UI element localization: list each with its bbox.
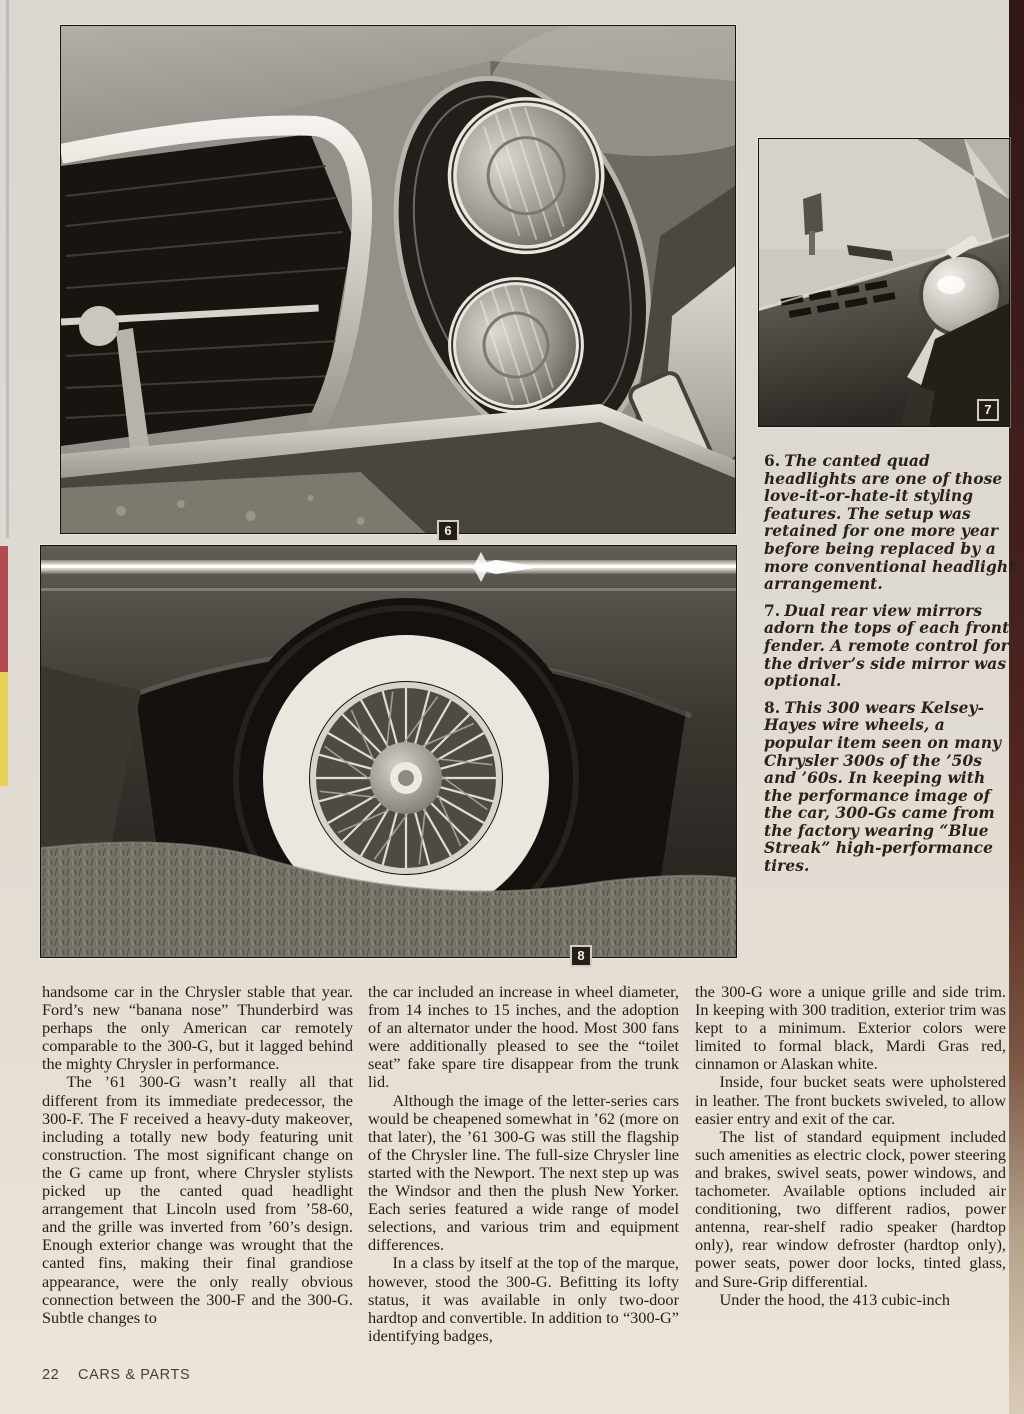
paragraph: Although the image of the letter-series cars would be cheapened somewhat in ’62 (more on that later), the ’61 300-G was still the flagship of the Chrysler line. The full-size Chrysler line started with the Newport. The next step up was the Windsor and then the plush New Yorker. Each series featured a wide range of model selections, and various trim and equipment differences. [368, 1090, 679, 1255]
caption-6-number: 6. [764, 452, 781, 470]
photo-wire-wheel [40, 545, 737, 958]
paragraph: The list of standard equipment included such amenities as electric clock, power steering and brakes, swivel seats, power windows, and tachometer. Available options included air conditioning, two different radios, power antenna, rear-shelf radio speaker (hardtop only), rear window defroster (hardtop only), power seats, power door locks, tinted glass, and Sure-Grip differential. [695, 1126, 1006, 1291]
article-column-2 [368, 983, 679, 1345]
paragraph: The ’61 300-G wasn’t really all that different from its immediate predecessor, the 300-F. The F received a heavy-duty makeover, including a totally new body featuring unit construction. The most significant change on the G came up front, where Chrysler stylists picked up the canted quad headlight arrangement that Lincoln used from ’58-60, and the grille was inverted from ’60’s design. Enough exterior change was wrought that the canted fins, making their final grandiose appearance, were the only really obvious connection between the 300-F and the 300-G. Subtle changes to [42, 1072, 353, 1327]
page-footer [42, 1367, 190, 1383]
caption-7-text: Dual rear view mirrors adorn the tops of each front fender. A remote control for the driver’s side mirror was optional. [764, 601, 1010, 691]
photo-fender-mirrors-image [759, 139, 1009, 426]
paragraph: handsome car in the Chrysler stable that year. Ford’s new “banana nose” Thunderbird was perhaps the only American car remotely comparable to the 300-G, but it lagged behind the mighty Chrysler in performance. [42, 982, 353, 1074]
paragraph: In a class by itself at the top of the marque, however, stood the 300-G. Befitting its lofty status, it was available in only two-door hardtop and convertible. In addition to “300-G” identifying badges, [368, 1253, 679, 1345]
caption-8 [764, 700, 1016, 876]
photo-6-number-badge: 6 [437, 520, 459, 542]
photo-7-number-badge: 7 [977, 399, 999, 421]
photo-canted-headlights-image [61, 26, 735, 533]
photo-8-number-badge: 8 [570, 945, 592, 967]
caption-7 [764, 603, 1016, 691]
caption-6 [764, 453, 1016, 594]
article-column-1 [42, 983, 353, 1327]
caption-6-text: The canted quad headlights are one of those love-it-or-hate-it styling features. The setup was retained for one more year before being replaced by a more conventional headlight arrangement. [764, 452, 1016, 594]
paragraph: the 300-G wore a unique grille and side trim. In keeping with 300 tradition, exterior trim was kept to a minimum. Exterior colors were limited to formal black, Mardi Gras red, cinnamon or Alaskan white. [695, 982, 1006, 1074]
left-yellow-stripe [0, 672, 8, 786]
paragraph: Inside, four bucket seats were upholstered in leather. The front buckets swiveled, to allow easier entry and exit of the car. [695, 1072, 1006, 1128]
caption-block [764, 453, 1016, 885]
paragraph: Under the hood, the 413 cubic-inch [719, 1289, 951, 1309]
article-column-3 [695, 983, 1006, 1309]
page-left-edge [6, 0, 9, 538]
magazine-title: CARS & PARTS [78, 1367, 191, 1383]
page-number: 22 [42, 1367, 60, 1383]
photo-fender-mirrors [758, 138, 1010, 427]
caption-7-number: 7. [764, 601, 781, 620]
photo-wire-wheel-image [41, 546, 736, 957]
paragraph: the car included an increase in wheel diameter, from 14 inches to 15 inches, and the adoption of an alternator under the hood. Most 300 fans were additionally pleased to see the “toilet seat” fake spare tire disappear from the trunk lid. [368, 982, 679, 1092]
caption-8-number: 8. [764, 698, 781, 717]
left-red-stripe [0, 546, 8, 672]
photo-canted-headlights [60, 25, 736, 534]
caption-8-text: This 300 wears Kelsey-Hayes wire wheels, a popular item seen on many Chrysler 300s of the ’50s and ’60s. In keeping with the performance image of the car, 300-Gs came from the factory wearing “Blue Streak” high-performance tires. [764, 698, 1002, 876]
